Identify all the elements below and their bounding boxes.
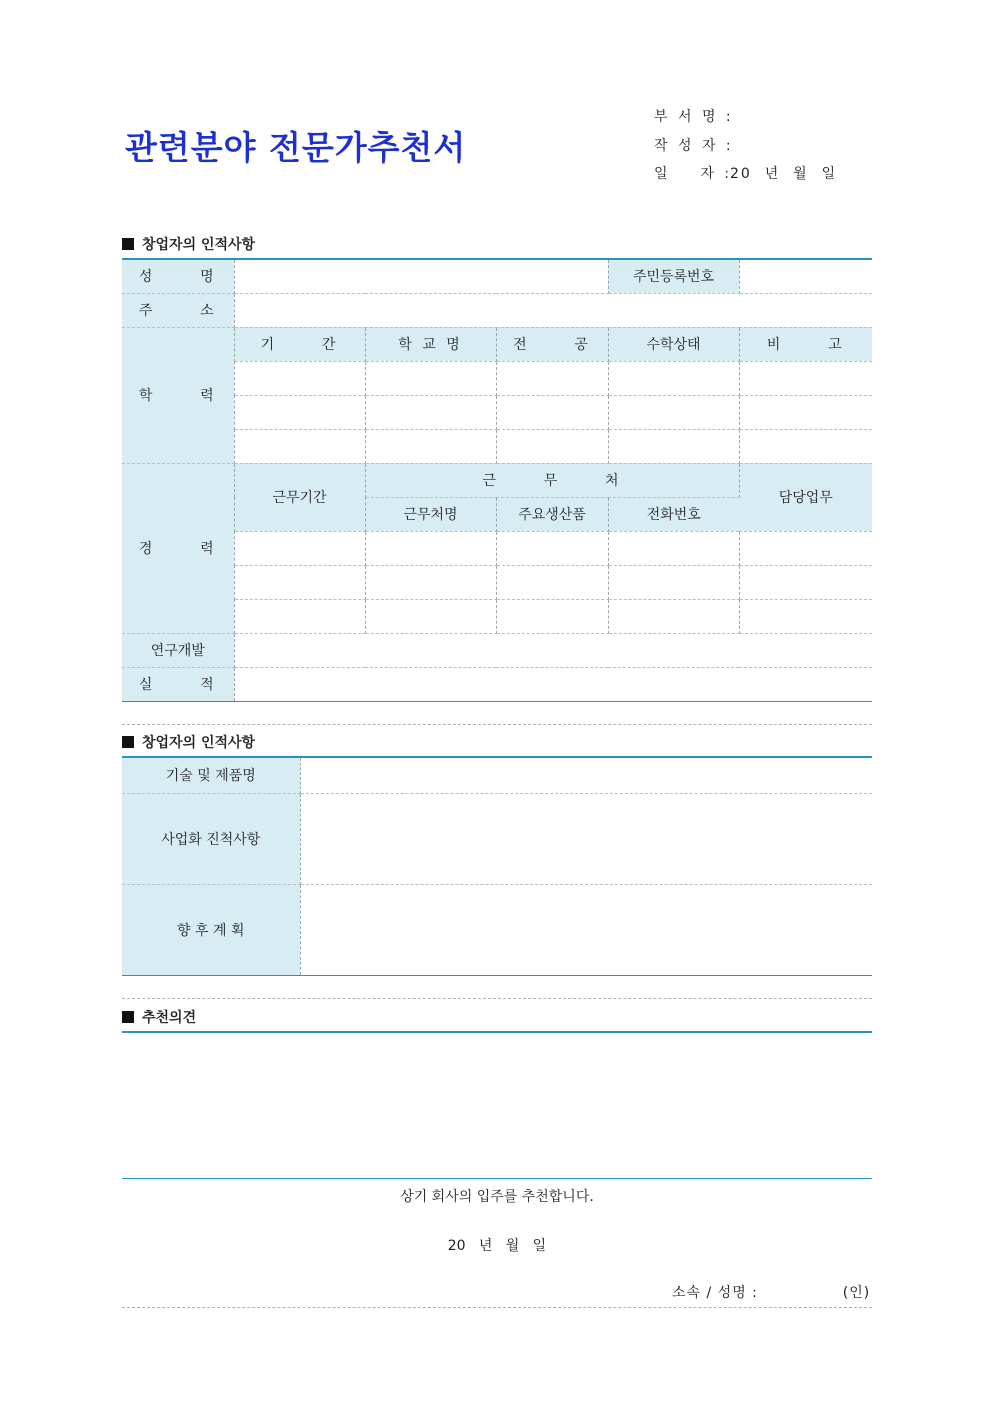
edu-cell[interactable] (365, 361, 496, 395)
rnd-label: 연구개발 (122, 633, 234, 667)
edu-cell[interactable] (496, 429, 608, 463)
name-label: 성 명 (122, 259, 234, 293)
footer-date: 20 년 월 일 (447, 1238, 547, 1254)
section3-title: 추천의견 (142, 1010, 197, 1026)
square-bullet-icon (122, 1011, 134, 1023)
section2-title: 창업자의 인적사항 (142, 735, 256, 751)
footer-divider (122, 1307, 872, 1308)
edu-header-note: 비 고 (739, 327, 872, 361)
opinion-bottom-rule (122, 1178, 872, 1179)
edu-cell[interactable] (234, 429, 365, 463)
career-cell[interactable] (608, 531, 739, 565)
edu-cell[interactable] (234, 395, 365, 429)
progress-label: 사업화 진척사항 (122, 793, 300, 884)
plan-field[interactable] (300, 884, 872, 975)
edu-header-major: 전 공 (496, 327, 608, 361)
career-cell[interactable] (739, 531, 872, 565)
business-table (122, 756, 872, 976)
career-cell[interactable] (739, 599, 872, 633)
section3-heading (122, 1007, 196, 1027)
rrn-field[interactable] (739, 259, 872, 293)
career-cell[interactable] (365, 565, 496, 599)
career-period-label: 근무기간 (234, 463, 365, 531)
edu-cell[interactable] (234, 361, 365, 395)
career-cell[interactable] (234, 531, 365, 565)
section1-heading (122, 234, 255, 254)
product-field[interactable] (300, 757, 872, 793)
address-label: 주 소 (122, 293, 234, 327)
edu-header-period: 기 간 (234, 327, 365, 361)
career-cell[interactable] (608, 599, 739, 633)
document-title: 관련분야 전문가추천서 (125, 128, 467, 167)
section1-title: 창업자의 인적사항 (142, 237, 256, 253)
career-cell[interactable] (365, 599, 496, 633)
edu-cell[interactable] (739, 395, 872, 429)
career-workplace-label: 근 무 처 (365, 463, 739, 497)
square-bullet-icon (122, 736, 134, 748)
section2-heading (122, 732, 255, 752)
dept-label: 부 서 명 : (654, 109, 734, 125)
profile-table (122, 258, 872, 702)
career-cell[interactable] (496, 565, 608, 599)
rrn-label: 주민등록번호 (608, 259, 739, 293)
edu-cell[interactable] (608, 429, 739, 463)
date-label: 일 자 : (654, 166, 733, 182)
career-cell[interactable] (496, 531, 608, 565)
name-field[interactable] (234, 259, 608, 293)
product-label: 기술 및 제품명 (122, 757, 300, 793)
edu-header-status: 수학상태 (608, 327, 739, 361)
career-cell[interactable] (608, 565, 739, 599)
writer-label: 작 성 자 : (654, 137, 734, 154)
career-cell[interactable] (234, 565, 365, 599)
career-workplace-name-label: 근무처명 (365, 497, 496, 531)
career-cell[interactable] (365, 531, 496, 565)
career-cell[interactable] (739, 565, 872, 599)
edu-header-school: 학 교 명 (365, 327, 496, 361)
career-duty-label: 담당업무 (739, 463, 872, 531)
signature-line (672, 1282, 870, 1302)
edu-cell[interactable] (739, 429, 872, 463)
opinion-top-rule (122, 1031, 872, 1033)
edu-cell[interactable] (496, 361, 608, 395)
progress-field[interactable] (300, 793, 872, 884)
career-cell[interactable] (496, 599, 608, 633)
divider (122, 724, 872, 725)
recommend-statement: 상기 회사의 입주를 추천합니다. (400, 1189, 594, 1205)
opinion-field[interactable] (122, 1034, 872, 1178)
divider (122, 998, 872, 999)
square-bullet-icon (122, 238, 134, 250)
edu-cell[interactable] (739, 361, 872, 395)
seal-mark: (인) (842, 1285, 871, 1301)
plan-label: 향 후 계 획 (122, 884, 300, 975)
edu-cell[interactable] (365, 395, 496, 429)
edu-cell[interactable] (608, 361, 739, 395)
career-main-product-label: 주요생산품 (496, 497, 608, 531)
achievement-label: 실 적 (122, 667, 234, 701)
career-label: 경 력 (122, 463, 234, 633)
edu-cell[interactable] (608, 395, 739, 429)
date-value[interactable]: 20 년 월 일 (730, 166, 838, 182)
achievement-field[interactable] (234, 667, 872, 701)
rnd-field[interactable] (234, 633, 872, 667)
edu-cell[interactable] (365, 429, 496, 463)
edu-cell[interactable] (496, 395, 608, 429)
document-meta (654, 103, 837, 189)
career-phone-label: 전화번호 (608, 497, 739, 531)
education-label: 학 력 (122, 327, 234, 463)
career-cell[interactable] (234, 599, 365, 633)
address-field[interactable] (234, 293, 872, 327)
sign-label: 소속 / 성명 : (672, 1285, 758, 1301)
